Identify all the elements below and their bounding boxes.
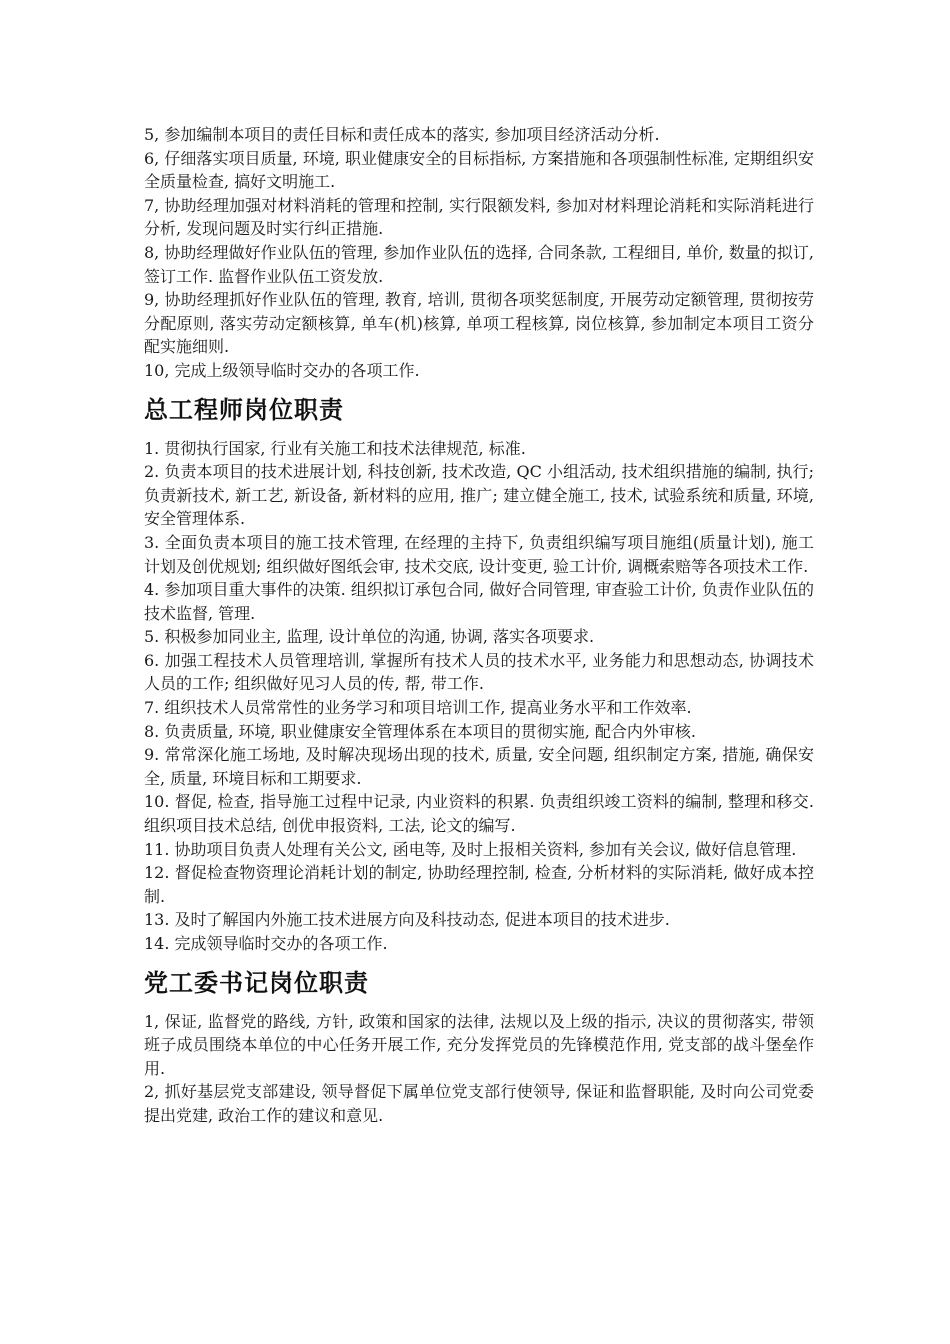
document-body: [144, 123, 814, 1128]
list-item: 6, 仔细落实项目质量, 环境, 职业健康安全的目标指标, 方案措施和各项强制性标准, 定期组织安全质量检查, 搞好文明施工.: [144, 148, 814, 192]
list-item: 6. 加强工程技术人员管理培训, 掌握所有技术人员的技术水平, 业务能力和思想动态, 协调技术人员的工作; 组织做好见习人员的传, 帮, 带工作.: [144, 650, 814, 694]
list-item: 7. 组织技术人员常常性的业务学习和项目培训工作, 提高业务水平和工作效率.: [144, 698, 692, 718]
list-item: 5. 积极参加同业主, 监理, 设计单位的沟通, 协调, 落实各项要求.: [144, 627, 595, 647]
list-item: 1. 贯彻执行国家, 行业有关施工和技术法律规范, 标准.: [144, 438, 526, 458]
list-item: 4. 参加项目重大事件的决策. 组织拟订承包合同, 做好合同管理, 审查验工计价, 负责作业队伍的技术监督, 管理.: [144, 580, 814, 623]
party-secretary-heading: 党工委书记岗位职责: [144, 967, 369, 997]
list-item: 8. 负责质量, 环境, 职业健康安全管理体系在本项目的贯彻实施, 配合内外审核.: [144, 721, 696, 741]
list-item: 12. 督促检查物资理论消耗计划的制定, 协助经理控制, 检查, 分析材料的实际消耗, 做好成本控制.: [144, 863, 814, 906]
chief-engineer-heading: 总工程师岗位职责: [144, 394, 344, 424]
intro-duties-list: [144, 123, 814, 383]
list-item: 7, 协助经理加强对材料消耗的管理和控制, 实行限额发料, 参加对材料理论消耗和实际消耗进行分析, 发现问题及时实行纠正措施.: [144, 195, 814, 239]
list-item: 3. 全面负责本项目的施工技术管理, 在经理的主持下, 负责组织编写项目施组(质量计划), 施工计划及创优规划; 组织做好图纸会审, 技术交底, 设计变更, 验工计价, 调概索赔等各项技术工作.: [144, 532, 814, 576]
list-item: 11. 协助项目负责人处理有关公文, 函电等, 及时上报相关资料, 参加有关会议, 做好信息管理.: [144, 839, 797, 859]
list-item: 2. 负责本项目的技术进展计划, 科技创新, 技术改造, QC 小组活动, 技术组织措施的编制, 执行; 负责新技术, 新工艺, 新设备, 新材料的应用, 推广; 建立健全施工, 技术, 试验系统和质量, 环境, 安全管理体系.: [144, 462, 814, 529]
list-item: 10. 督促, 检查, 指导施工过程中记录, 内业资料的积累. 负责组织竣工资料的编制, 整理和移交. 组织项目技术总结, 创优申报资料, 工法, 论文的编写.: [144, 792, 814, 836]
list-item: 9, 协助经理抓好作业队伍的管理, 教育, 培训, 贯彻各项奖惩制度, 开展劳动定额管理, 贯彻按劳分配原则, 落实劳动定额核算, 单车(机)核算, 单项工程核算, 岗位核算, 参加制定本项目工资分配实施细则.: [144, 290, 814, 357]
list-item: 10, 完成上级领导临时交办的各项工作.: [144, 360, 420, 380]
party-secretary-duties-list: [144, 1010, 814, 1128]
list-item: 1, 保证, 监督党的路线, 方针, 政策和国家的法律, 法规以及上级的指示, 决议的贯彻落实, 带领班子成员围绕本单位的中心任务开展工作, 充分发挥党员的先锋模范作用, 党支部的战斗堡垒作用.: [144, 1011, 814, 1078]
list-item: 8, 协助经理做好作业队伍的管理, 参加作业队伍的选择, 合同条款, 工程细目, 单价, 数量的拟订, 签订工作. 监督作业队伍工资发放.: [144, 242, 814, 286]
list-item: 14. 完成领导临时交办的各项工作.: [144, 934, 388, 953]
list-item: 13. 及时了解国内外施工技术进展方向及科技动态, 促进本项目的技术进步.: [144, 910, 670, 930]
list-item: 9. 常常深化施工场地, 及时解决现场出现的技术, 质量, 安全问题, 组织制定方案, 措施, 确保安全, 质量, 环境目标和工期要求.: [144, 745, 814, 788]
chief-engineer-duties-list: [144, 437, 814, 956]
list-item: 2, 抓好基层党支部建设, 领导督促下属单位党支部行使领导, 保证和监督职能, 及时向公司党委提出党建, 政治工作的建议和意见.: [144, 1082, 814, 1125]
list-item: 5, 参加编制本项目的责任目标和责任成本的落实, 参加项目经济活动分析.: [144, 125, 660, 144]
